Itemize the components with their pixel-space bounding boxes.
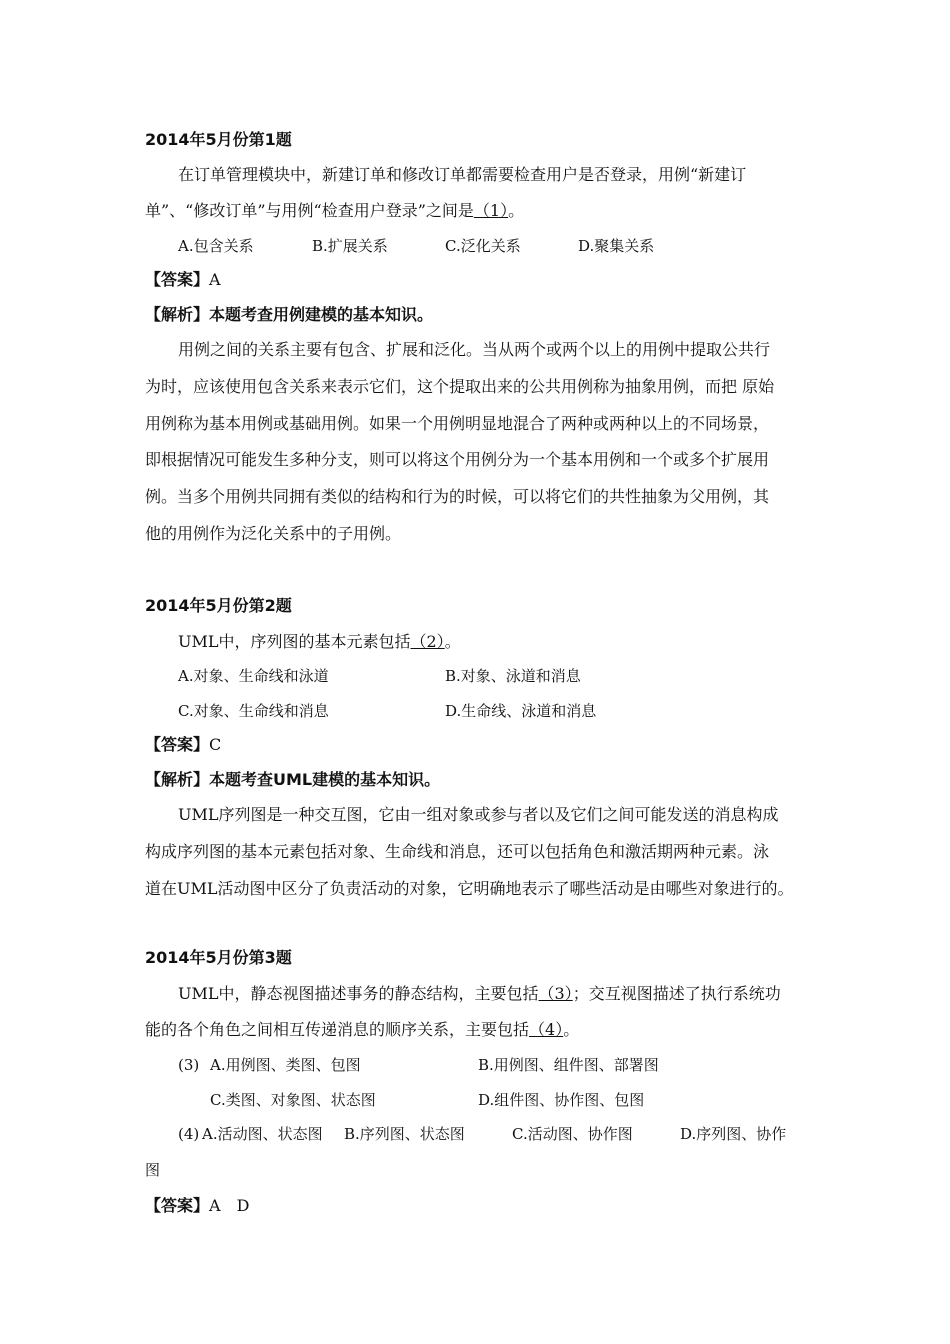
q1-analysis-line: 为时，应该使用包含关系来表示它们，这个提取出来的公共用例称为抽象用例，而把 原始 <box>145 377 775 396</box>
q3-blank-4: （4） <box>529 1020 564 1039</box>
q1-analysis-line: 他的用例作为泛化关系中的子用例。 <box>145 524 402 543</box>
q3-opt3-a: A.用例图、类图、包图 <box>210 1056 361 1074</box>
q2-analysis-line: 构成序列图的基本元素包括对象、生命线和消息，还可以包括角色和激活期两种元素。泳 <box>145 842 770 861</box>
q3-stem-line1: UML中，静态视图描述事务的静态结构，主要包括（3）；交互视图描述了执行系统功 <box>178 984 781 1003</box>
q2-blank: （2） <box>410 632 445 651</box>
q3-blank-3: （3） <box>538 984 573 1003</box>
q3-opt3-c: C.类图、对象图、状态图 <box>210 1091 376 1109</box>
q2-stem: UML中，序列图的基本元素包括（2）。 <box>178 632 461 651</box>
q1-title: 2014年5月份第1题 <box>145 130 292 149</box>
q3-opt3-d: D.组件图、协作图、包图 <box>478 1091 645 1109</box>
q2-analysis-heading: 【解析】本题考查UML建模的基本知识。 <box>145 770 441 789</box>
q3-title: 2014年5月份第3题 <box>145 948 292 967</box>
q3-opt4-b: B.序列图、状态图 <box>344 1125 465 1143</box>
q1-answer: 【答案】A <box>145 270 221 289</box>
q1-blank: （1） <box>473 201 509 220</box>
q2-title: 2014年5月份第2题 <box>145 596 292 615</box>
q1-option-d: D.聚集关系 <box>578 237 655 255</box>
q3-opt4-wrap: 图 <box>145 1161 161 1179</box>
q1-option-a: A.包含关系 <box>178 237 254 255</box>
q3-opt4-label: (4) <box>178 1125 200 1143</box>
q1-analysis-line: 即根据情况可能发生多种分支，则可以将这个用例分为一个基本用例和一个或多个扩展用 <box>145 450 770 469</box>
q2-option-c: C.对象、生命线和消息 <box>178 702 329 720</box>
q2-option-d: D.生命线、泳道和消息 <box>445 702 597 720</box>
q1-stem-line1: 在订单管理模块中，新建订单和修改订单都需要检查用户是否登录，用例“新建订 <box>178 165 747 184</box>
q3-opt4-a: A.活动图、状态图 <box>202 1125 323 1143</box>
q3-opt4-d: D.序列图、协作 <box>680 1125 787 1143</box>
q2-analysis-line: UML序列图是一种交互图，它由一组对象或参与者以及它们之间可能发送的消息构成 <box>178 805 779 824</box>
q3-stem-line2: 能的各个角色之间相互传递消息的顺序关系，主要包括（4）。 <box>145 1020 580 1039</box>
q3-opt3-b: B.用例图、组件图、部署图 <box>478 1056 659 1074</box>
q3-opt4-c: C.活动图、协作图 <box>512 1125 633 1143</box>
q2-answer: 【答案】C <box>145 735 222 754</box>
q2-option-b: B.对象、泳道和消息 <box>445 667 581 685</box>
q3-opt3-label: (3) <box>178 1056 200 1074</box>
q2-option-a: A.对象、生命线和泳道 <box>178 667 329 685</box>
q1-analysis-line: 用例之间的关系主要有包含、扩展和泛化。当从两个或两个以上的用例中提取公共行 <box>178 340 771 359</box>
q1-analysis-line: 例。当多个用例共同拥有类似的结构和行为的时候，可以将它们的共性抽象为父用例，其 <box>145 487 770 506</box>
q2-analysis-line: 道在UML活动图中区分了负责活动的对象，它明确地表示了哪些活动是由哪些对象进行的。 <box>145 879 794 898</box>
q1-stem-line2: 单”、“修改订单”与用例“检查用户登录”之间是（1）。 <box>145 201 525 220</box>
q1-analysis-heading: 【解析】本题考查用例建模的基本知识。 <box>145 305 434 324</box>
q1-option-b: B.扩展关系 <box>312 237 388 255</box>
q3-answer: 【答案】A D <box>145 1196 250 1215</box>
q1-analysis-line: 用例称为基本用例或基础用例。如果一个用例明显地混合了两种或两种以上的不同场景， <box>145 414 770 433</box>
q1-option-c: C.泛化关系 <box>445 237 521 255</box>
